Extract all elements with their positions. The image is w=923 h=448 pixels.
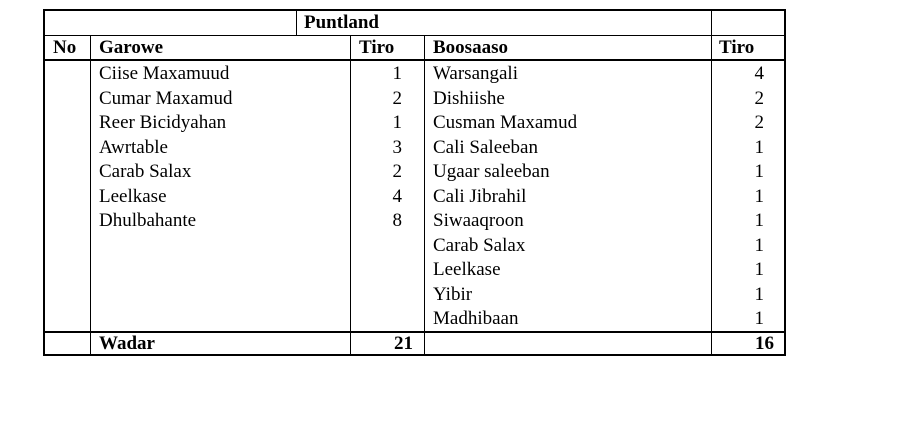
boosaaso-count: 1	[754, 234, 764, 256]
boosaaso-name: Madhibaan	[433, 308, 519, 329]
boosaaso-names	[433, 62, 577, 332]
garowe-count: 1	[392, 63, 402, 84]
table-title: Puntland	[304, 12, 379, 33]
boosaaso-count: 1	[754, 283, 764, 305]
garowe-count: 3	[392, 136, 402, 158]
garowe-name: Leelkase	[99, 185, 167, 207]
header-boosaaso: Boosaaso	[433, 37, 508, 58]
garowe-name: Cumar Maxamud	[99, 87, 233, 109]
boosaaso-count: 2	[754, 87, 764, 109]
boosaaso-name: Warsangali	[433, 63, 518, 84]
garowe-name: Dhulbahante	[99, 210, 197, 231]
boosaaso-count: 2	[754, 112, 764, 133]
boosaaso-count: 1	[754, 259, 764, 280]
garowe-name: Ciise Maxamuud	[99, 63, 230, 84]
boosaaso-name: Cali Jibrahil	[433, 185, 527, 207]
boosaaso-name: Siwaaqroon	[433, 210, 524, 231]
boosaaso-name: Leelkase	[433, 259, 501, 280]
garowe-count: 1	[392, 112, 402, 133]
garowe-count: 8	[392, 210, 402, 231]
garowe-count: 2	[392, 161, 402, 182]
boosaaso-count: 1	[754, 185, 764, 207]
garowe-count: 4	[392, 185, 402, 207]
boosaaso-name: Ugaar saleeban	[433, 161, 550, 182]
boosaaso-name: Yibir	[433, 283, 473, 305]
boosaaso-count: 1	[754, 136, 764, 158]
boosaaso-name: Cali Saleeban	[433, 136, 538, 158]
col-divider-no	[90, 35, 91, 354]
garowe-name: Reer Bicidyahan	[99, 112, 227, 133]
header-tiro-left: Tiro	[359, 37, 395, 58]
title-col-divider-left	[296, 11, 297, 35]
header-tiro-right: Tiro	[719, 37, 755, 58]
col-divider-tiro-left	[424, 35, 425, 354]
header-garowe: Garowe	[99, 37, 164, 58]
boosaaso-count: 1	[754, 308, 764, 329]
boosaaso-total: 16	[755, 333, 774, 354]
boosaaso-count: 4	[754, 63, 764, 84]
footer-row-divider	[45, 331, 784, 333]
header-no: No	[53, 37, 77, 58]
boosaaso-counts	[712, 62, 764, 332]
boosaaso-name: Carab Salax	[433, 234, 526, 256]
total-label: Wadar	[99, 333, 155, 354]
garowe-name: Carab Salax	[99, 161, 192, 182]
garowe-total: 21	[394, 333, 413, 354]
garowe-count: 2	[392, 87, 402, 109]
boosaaso-name: Cusman Maxamud	[433, 112, 578, 133]
boosaaso-count: 1	[754, 161, 764, 182]
garowe-name: Awrtable	[99, 136, 168, 158]
boosaaso-name: Dishiishe	[433, 87, 505, 109]
garowe-counts	[351, 62, 402, 234]
boosaaso-count: 1	[754, 210, 764, 231]
clan-table	[43, 9, 786, 356]
garowe-names	[99, 62, 233, 234]
